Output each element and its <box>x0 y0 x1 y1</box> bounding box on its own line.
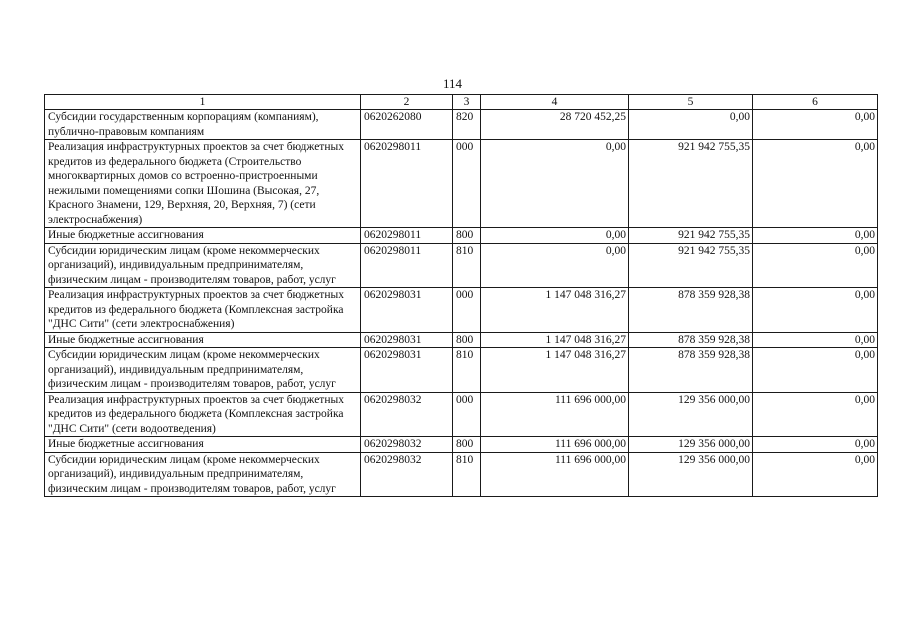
item-name: Субсидии государственным корпорациям (компаниям), публично-правовым компаниям <box>45 110 361 140</box>
item-name: Субсидии юридическим лицам (кроме некоммерческих организаций), индивидуальным предпринимателям, физическим лицам - производителям товаров, работ, услуг <box>45 243 361 288</box>
target-code: 0620298032 <box>361 392 453 437</box>
target-code: 0620298031 <box>361 288 453 333</box>
amount-col4: 28 720 452,25 <box>481 110 629 140</box>
expense-type-code: 000 <box>453 288 481 333</box>
table-row <box>45 288 878 333</box>
amount-col6: 0,00 <box>753 392 878 437</box>
amount-col4: 111 696 000,00 <box>481 452 629 497</box>
column-header-1: 1 <box>45 95 361 110</box>
item-name: Иные бюджетные ассигнования <box>45 228 361 244</box>
amount-col5: 0,00 <box>629 110 753 140</box>
amount-col5: 878 359 928,38 <box>629 288 753 333</box>
item-name: Субсидии юридическим лицам (кроме некоммерческих организаций), индивидуальным предпринимателям, физическим лицам - производителям товаров, работ, услуг <box>45 348 361 393</box>
amount-col6: 0,00 <box>753 332 878 348</box>
table-row <box>45 392 878 437</box>
amount-col4: 0,00 <box>481 243 629 288</box>
expense-type-code: 000 <box>453 140 481 228</box>
amount-col5: 878 359 928,38 <box>629 332 753 348</box>
amount-col5: 129 356 000,00 <box>629 452 753 497</box>
amount-col5: 921 942 755,35 <box>629 243 753 288</box>
item-name: Субсидии юридическим лицам (кроме некоммерческих организаций), индивидуальным предпринимателям, физическим лицам - производителям товаров, работ, услуг <box>45 452 361 497</box>
expense-type-code: 820 <box>453 110 481 140</box>
column-header-3: 3 <box>453 95 481 110</box>
table-body <box>45 110 878 497</box>
expense-type-code: 810 <box>453 243 481 288</box>
column-header-5: 5 <box>629 95 753 110</box>
amount-col6: 0,00 <box>753 228 878 244</box>
amount-col4: 1 147 048 316,27 <box>481 288 629 333</box>
target-code: 0620298031 <box>361 332 453 348</box>
column-header-6: 6 <box>753 95 878 110</box>
amount-col4: 0,00 <box>481 228 629 244</box>
amount-col6: 0,00 <box>753 140 878 228</box>
column-header-2: 2 <box>361 95 453 110</box>
amount-col5: 129 356 000,00 <box>629 392 753 437</box>
amount-col6: 0,00 <box>753 243 878 288</box>
item-name: Иные бюджетные ассигнования <box>45 437 361 453</box>
header-row <box>45 95 878 110</box>
target-code: 0620298011 <box>361 228 453 244</box>
amount-col5: 921 942 755,35 <box>629 140 753 228</box>
amount-col5: 129 356 000,00 <box>629 437 753 453</box>
amount-col4: 1 147 048 316,27 <box>481 332 629 348</box>
target-code: 0620298011 <box>361 243 453 288</box>
table-row <box>45 348 878 393</box>
amount-col6: 0,00 <box>753 348 878 393</box>
item-name: Реализация инфраструктурных проектов за счет бюджетных кредитов из федерального бюджета (Комплексная застройка "ДНС Сити" (сети водоотведения) <box>45 392 361 437</box>
target-code: 0620298031 <box>361 348 453 393</box>
amount-col5: 878 359 928,38 <box>629 348 753 393</box>
table-header <box>45 95 878 110</box>
table-row <box>45 452 878 497</box>
target-code: 0620298011 <box>361 140 453 228</box>
expense-type-code: 000 <box>453 392 481 437</box>
amount-col6: 0,00 <box>753 110 878 140</box>
amount-col6: 0,00 <box>753 288 878 333</box>
item-name: Реализация инфраструктурных проектов за счет бюджетных кредитов из федерального бюджета (Комплексная застройка "ДНС Сити" (сети электроснабжения) <box>45 288 361 333</box>
amount-col4: 0,00 <box>481 140 629 228</box>
amount-col6: 0,00 <box>753 437 878 453</box>
table-row <box>45 332 878 348</box>
expense-type-code: 810 <box>453 452 481 497</box>
column-header-4: 4 <box>481 95 629 110</box>
table-row <box>45 140 878 228</box>
amount-col4: 111 696 000,00 <box>481 437 629 453</box>
amount-col4: 111 696 000,00 <box>481 392 629 437</box>
table-row <box>45 110 878 140</box>
page-number: 114 <box>442 76 463 91</box>
item-name: Реализация инфраструктурных проектов за счет бюджетных кредитов из федерального бюджета (Строительство многоквартирных домов со встроенно-пристроенными нежилыми помещениями сопки Шошина (Высокая, 27, Красного Знамени, 129, Верхняя, 20, Верхняя, 7) (сети электроснабжения) <box>45 140 361 228</box>
amount-col6: 0,00 <box>753 452 878 497</box>
target-code: 0620262080 <box>361 110 453 140</box>
expense-type-code: 800 <box>453 228 481 244</box>
amount-col4: 1 147 048 316,27 <box>481 348 629 393</box>
table-row <box>45 243 878 288</box>
target-code: 0620298032 <box>361 452 453 497</box>
expense-type-code: 810 <box>453 348 481 393</box>
target-code: 0620298032 <box>361 437 453 453</box>
table-row <box>45 437 878 453</box>
expense-type-code: 800 <box>453 437 481 453</box>
amount-col5: 921 942 755,35 <box>629 228 753 244</box>
item-name: Иные бюджетные ассигнования <box>45 332 361 348</box>
expense-type-code: 800 <box>453 332 481 348</box>
budget-table <box>44 94 878 497</box>
table-row <box>45 228 878 244</box>
